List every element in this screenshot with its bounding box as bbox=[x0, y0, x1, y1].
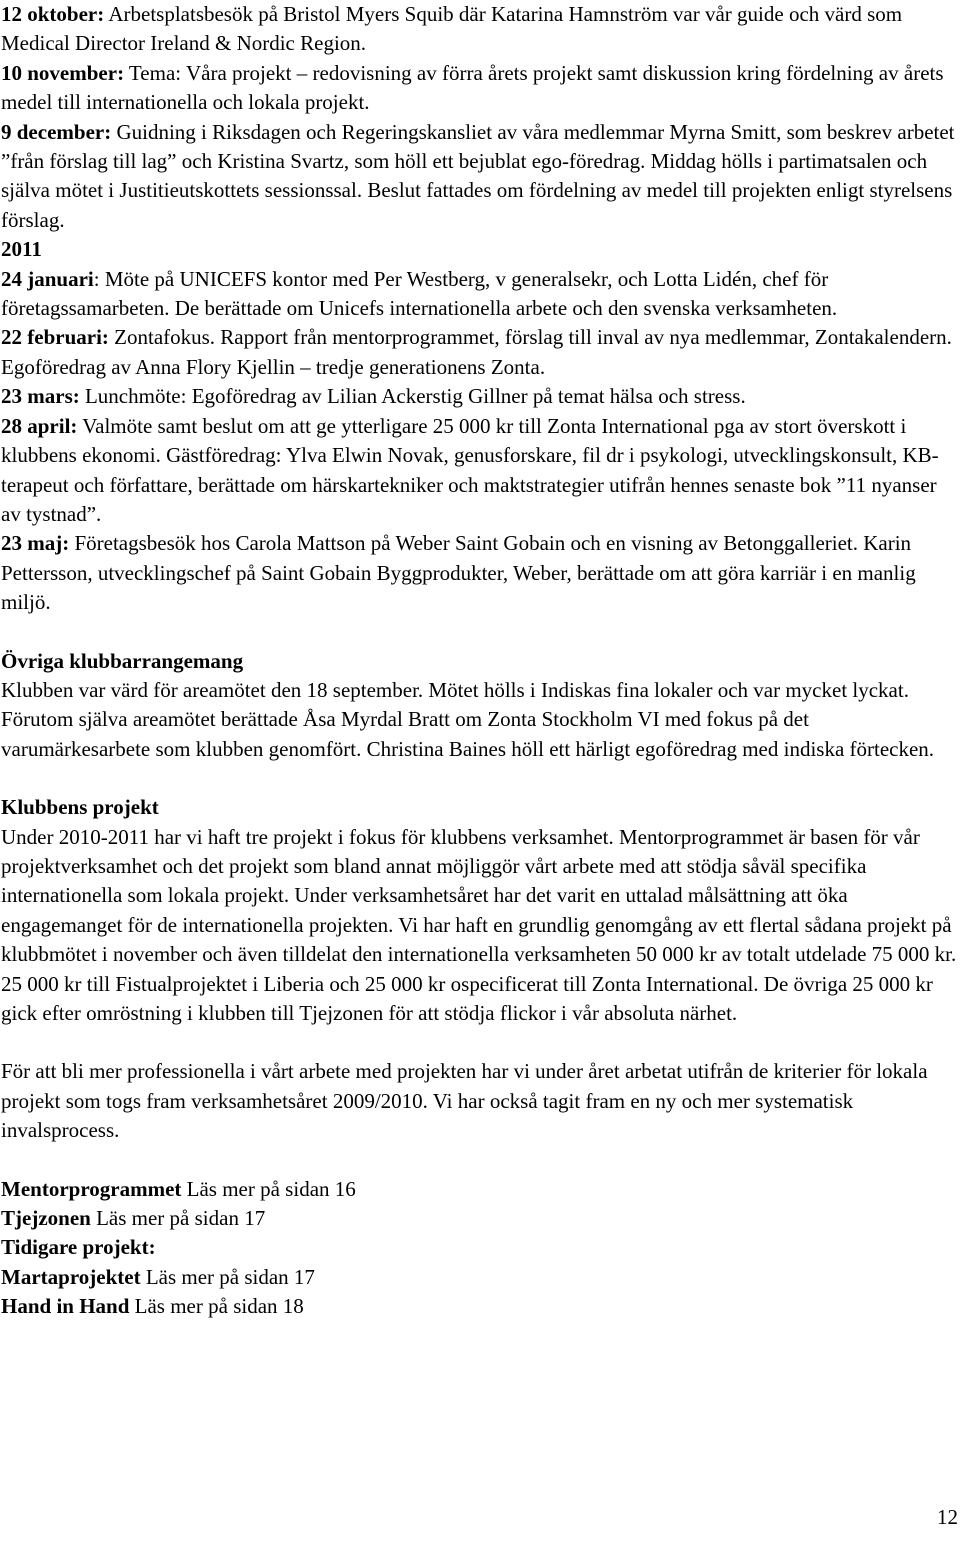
document-page bbox=[1, 0, 959, 1322]
event-2010-oct bbox=[1, 0, 959, 59]
event-2011-may bbox=[1, 529, 959, 617]
spacer bbox=[1, 1028, 959, 1057]
event-date: 9 december: bbox=[1, 119, 112, 144]
event-text: Arbetsplatsbesök på Bristol Myers Squib där Katarina Hamnström var vår guide och värd som Medical Director Ireland & Nordic Region. bbox=[1, 2, 903, 56]
event-2010-nov bbox=[1, 59, 959, 118]
section-text-ovriga: Klubben var värd för areamötet den 18 september. Mötet hölls i Indiskas fina lokaler och var mycket lyckat. Förutom själva areamötet berättade Åsa Myrdal Bratt om Zonta Stockholm VI med fokus på det varumärkesarbete som klubben genomfört. Christina Baines höll ett härligt egoföredrag med indiska förtecken. bbox=[1, 677, 935, 761]
project-name: Tidigare projekt: bbox=[1, 1235, 156, 1260]
event-date: 10 november: bbox=[1, 60, 125, 85]
event-text: Tema: Våra projekt – redovisning av förra årets projekt samt diskussion kring fördelning av årets medel till internationella och lokala projekt. bbox=[1, 60, 944, 115]
event-2011-mar bbox=[1, 382, 959, 411]
spacer bbox=[1, 1146, 959, 1175]
event-date: 12 oktober: bbox=[1, 2, 105, 26]
project-name: Martaprojektet bbox=[1, 1264, 141, 1289]
event-text: Zontafokus. Rapport från mentorprogrammet, förslag till inval av nya medlemmar, Zontakalendern. Egoföredrag av Anna Flory Kjellin – tredje generationens Zonta. bbox=[1, 325, 952, 379]
event-text: : Möte på UNICEFS kontor med Per Westberg, v generalsekr, och Lotta Lidén, chef för företagssamarbeten. De berättade om Unicefs internationella arbete och den svenska verksamheten. bbox=[1, 266, 838, 321]
event-date: 24 januari bbox=[1, 266, 94, 291]
project-link-hand-in-hand bbox=[1, 1292, 959, 1321]
project-name: Mentorprogrammet bbox=[1, 1176, 182, 1201]
event-date: 28 april: bbox=[1, 413, 78, 438]
spacer bbox=[1, 618, 959, 647]
project-name: Hand in Hand bbox=[1, 1294, 130, 1319]
event-2010-dec bbox=[1, 118, 959, 236]
spacer bbox=[1, 764, 959, 793]
event-2011-jan bbox=[1, 265, 959, 324]
project-heading-tidigare bbox=[1, 1233, 959, 1262]
project-ref: Läs mer på sidan 17 bbox=[90, 1206, 266, 1231]
event-date: 23 maj: bbox=[1, 531, 70, 556]
section-text-projekt-2: För att bli mer professionella i vårt arbete med projekten har vi under året arbetat utifrån de kriterier för lokala projekt som togs fram verksamhetsåret 2009/2010. Vi har också tagit fram en ny och mer systematisk invalsprocess. bbox=[1, 1059, 928, 1143]
section-heading-ovriga: Övriga klubbarrangemang bbox=[1, 648, 244, 673]
project-name: Tjejzonen bbox=[1, 1206, 91, 1231]
event-date: 22 februari: bbox=[1, 325, 109, 350]
section-text-projekt-1: Under 2010-2011 har vi haft tre projekt i fokus för klubbens verksamhet. Mentorprogrammet är basen för vår projektverksamhet och det projekt som bland annat möjliggör vårt arbete med att stödja såväl specifika internationella som lokala projekt. Under verksamhetsåret har det varit en uttalad målsättning att öka engagemanget för de internationella projekten. Vi har haft en grundlig genomgång av ett flertal sådana projekt på klubbmötet i november och även tilldelat den internationella verksamheten 50 000 kr av totalt utdelade 75 000 kr. 25 000 kr till Fistualprojektet i Liberia och 25 000 kr ospecificerat till Zonta International. De övriga 25 000 kr gick efter omröstning i klubben till Tjejzonen för att stödja flickor i vår absoluta närhet. bbox=[1, 824, 957, 1025]
project-ref: Läs mer på sidan 18 bbox=[129, 1294, 304, 1319]
event-2011-feb bbox=[1, 323, 959, 382]
page-number: 12 bbox=[937, 1505, 958, 1529]
event-2011-apr bbox=[1, 412, 959, 530]
project-link-tjejzonen bbox=[1, 1204, 959, 1233]
section-heading-projekt: Klubbens projekt bbox=[1, 795, 159, 820]
project-link-martaprojektet bbox=[1, 1263, 959, 1292]
project-ref: Läs mer på sidan 17 bbox=[140, 1264, 315, 1289]
event-text: Företagsbesök hos Carola Mattson på Weber Saint Gobain och en visning av Betonggalleriet. Karin Pettersson, utvecklingschef på Saint Gobain Byggprodukter, Weber, berättade om att göra karriär i en manlig miljö. bbox=[1, 531, 916, 615]
event-text: Guidning i Riksdagen och Regeringskansliet av våra medlemmar Myrna Smitt, som beskrev arbetet ”från förslag till lag” och Kristina Svartz, som höll ett bejublat ego-föredrag. Middag hölls i partimatsalen och själva mötet i Justitieutskottets sessionssal. Beslut fattades om fördelning av medel till projekten enligt styrelsens förslag. bbox=[1, 119, 955, 232]
event-text: Lunchmöte: Egoföredrag av Lilian Ackerstig Gillner på temat hälsa och stress. bbox=[79, 384, 746, 409]
event-date: 23 mars: bbox=[1, 384, 80, 409]
project-ref: Läs mer på sidan 16 bbox=[181, 1176, 356, 1201]
event-text: Valmöte samt beslut om att ge ytterligare 25 000 kr till Zonta International pga av stort överskott i klubbens ekonomi. Gästföredrag: Ylva Elwin Novak, genusforskare, fil dr i psykologi, utvecklingskonsult, KB-terapeut och författare, berättade om härskartekniker och maktstrategier utifrån hennes senaste bok ”11 nyanser av tystnad”. bbox=[1, 413, 939, 526]
project-link-mentorprogrammet bbox=[1, 1175, 959, 1204]
year-heading-2011: 2011 bbox=[1, 237, 42, 262]
